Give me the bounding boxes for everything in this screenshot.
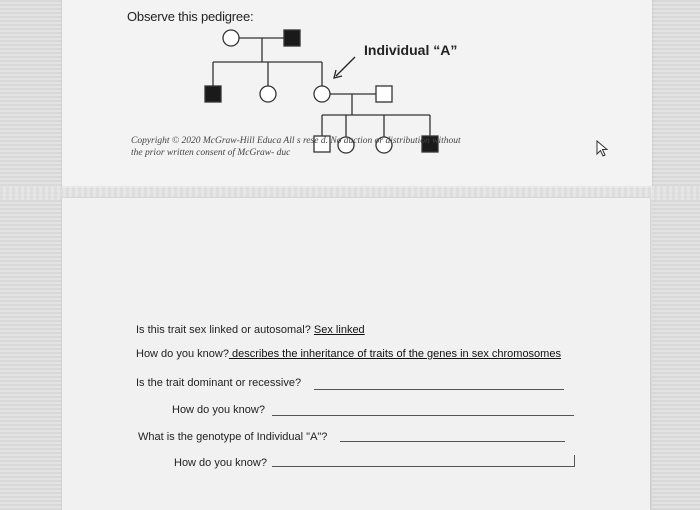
- question-5-answer-line[interactable]: [340, 441, 565, 442]
- question-2-answer[interactable]: describes the inheritance of traits of the genes in sex chromosomes: [228, 348, 561, 360]
- copyright-line-2: the prior written consent of McGraw- duc: [131, 148, 291, 158]
- gen2-male-spouse-unaffected: [376, 86, 392, 102]
- question-5-label: What is the genotype of Individual "A"?: [138, 431, 328, 443]
- gen1-male-affected: [284, 30, 300, 46]
- pointer-arrow: [336, 57, 355, 76]
- gen2-female-unaffected: [260, 86, 276, 102]
- individual-a-label: Individual “A”: [364, 42, 458, 58]
- observe-text: Observe this pedigree:: [127, 9, 254, 24]
- question-3-answer-line[interactable]: [314, 389, 564, 390]
- question-3-label: Is the trait dominant or recessive?: [136, 377, 302, 389]
- question-4-label: How do you know?: [172, 404, 265, 416]
- gen1-female-unaffected: [223, 30, 239, 46]
- question-1-label: Is this trait sex linked or autosomal?: [136, 324, 311, 336]
- copyright-line-1: Copyright © 2020 McGraw-Hill Educa All s rese d. No duction or distribution without: [131, 136, 461, 146]
- individual-a-female: [314, 86, 330, 102]
- question-4-answer-line[interactable]: [272, 415, 574, 416]
- question-2-label: How do you know?: [136, 348, 229, 360]
- question-2: [136, 348, 561, 360]
- question-6-label: How do you know?: [174, 457, 267, 469]
- question-6-line-end: [574, 455, 575, 466]
- question-1: [136, 324, 365, 336]
- pedigree-chart: [0, 0, 700, 190]
- mouse-pointer-icon: [596, 140, 610, 158]
- gen2-male-affected: [205, 86, 221, 102]
- question-1-answer[interactable]: Sex linked: [313, 324, 365, 336]
- question-6-answer-line[interactable]: [272, 466, 575, 467]
